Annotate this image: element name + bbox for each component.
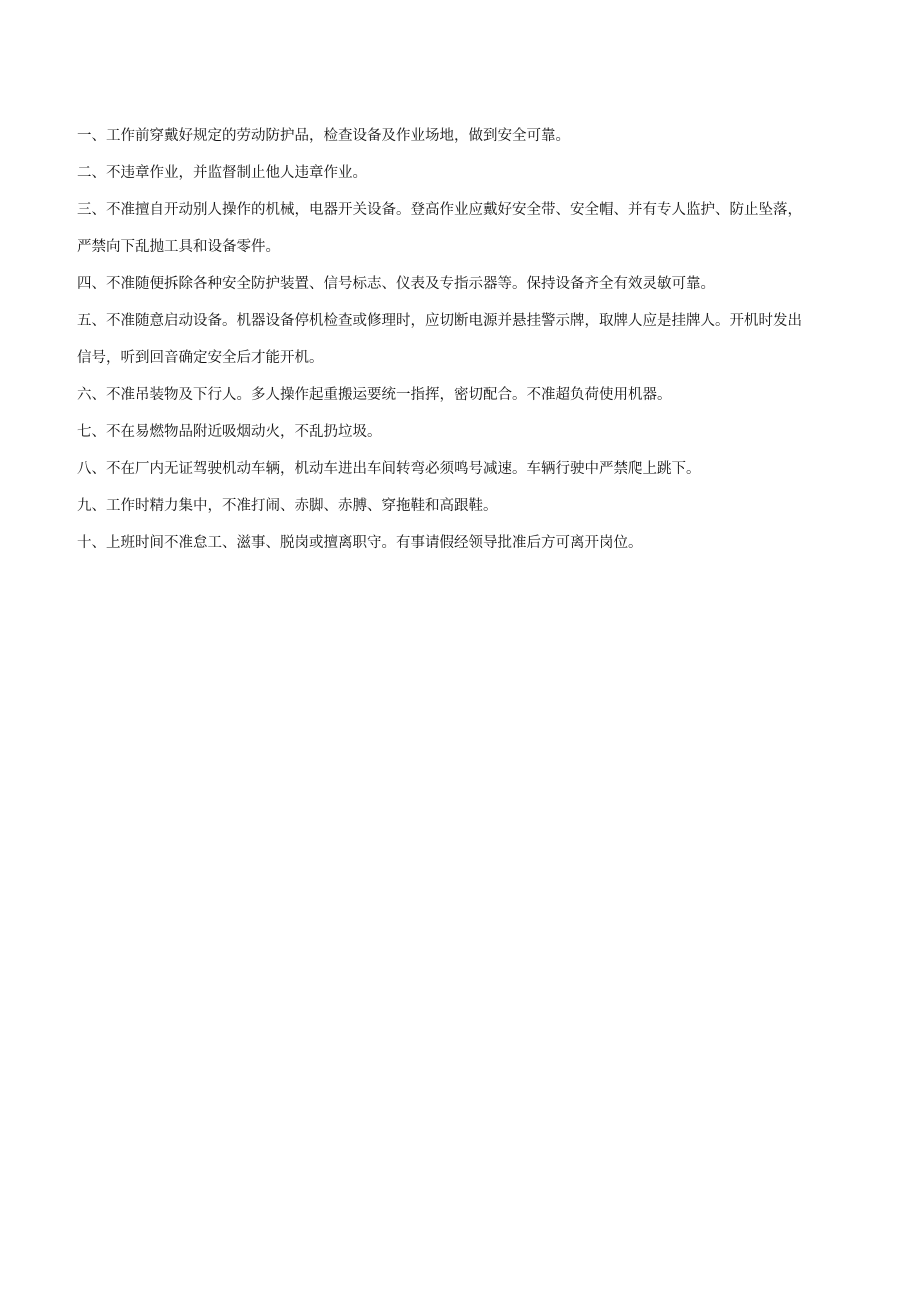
- rule-line: 一、工作前穿戴好规定的劳动防护品，检查设备及作业场地，做到安全可靠。: [77, 128, 570, 144]
- rule-line: 七、不在易燃物品附近吸烟动火，不乱扔垃圾。: [77, 424, 382, 440]
- rule-line: 二、不违章作业，并监督制止他人违章作业。: [77, 165, 367, 181]
- rule-3: [77, 198, 857, 272]
- rule-line-continuation: 信号，听到回音确定安全后才能开机。: [77, 350, 324, 366]
- rule-7: [77, 420, 857, 457]
- rule-line: 六、不准吊装物及下行人。多人操作起重搬运要统一指挥，密切配合。不准超负荷使用机器。: [77, 387, 672, 403]
- rule-line: 十、上班时间不准怠工、滋事、脱岗或擅离职守。有事请假经领导批准后方可离开岗位。: [77, 535, 643, 551]
- rule-5: [77, 309, 857, 383]
- safety-rules-list: [77, 124, 857, 568]
- rule-1: [77, 124, 857, 161]
- rule-8: [77, 457, 857, 494]
- rule-line: 三、不准擅自开动别人操作的机械，电器开关设备。登高作业应戴好安全带、安全帽、并有专人监护、防止坠落，: [77, 202, 802, 218]
- rule-line-continuation: 严禁向下乱抛工具和设备零件。: [77, 239, 280, 255]
- rule-line: 八、不在厂内无证驾驶机动车辆，机动车进出车间转弯必须鸣号减速。车辆行驶中严禁爬上跳下。: [77, 461, 701, 477]
- rule-2: [77, 161, 857, 198]
- rule-line: 四、不准随便拆除各种安全防护装置、信号标志、仪表及专指示器等。保持设备齐全有效灵敏可靠。: [77, 276, 715, 292]
- rule-line: 五、不准随意启动设备。机器设备停机检查或修理时，应切断电源并悬挂警示牌，取牌人应是挂牌人。开机时发出: [77, 313, 802, 329]
- rule-6: [77, 383, 857, 420]
- rule-10: [77, 531, 857, 568]
- rule-4: [77, 272, 857, 309]
- rule-9: [77, 494, 857, 531]
- rule-line: 九、工作时精力集中，不准打闹、赤脚、赤膊、穿拖鞋和高跟鞋。: [77, 498, 498, 514]
